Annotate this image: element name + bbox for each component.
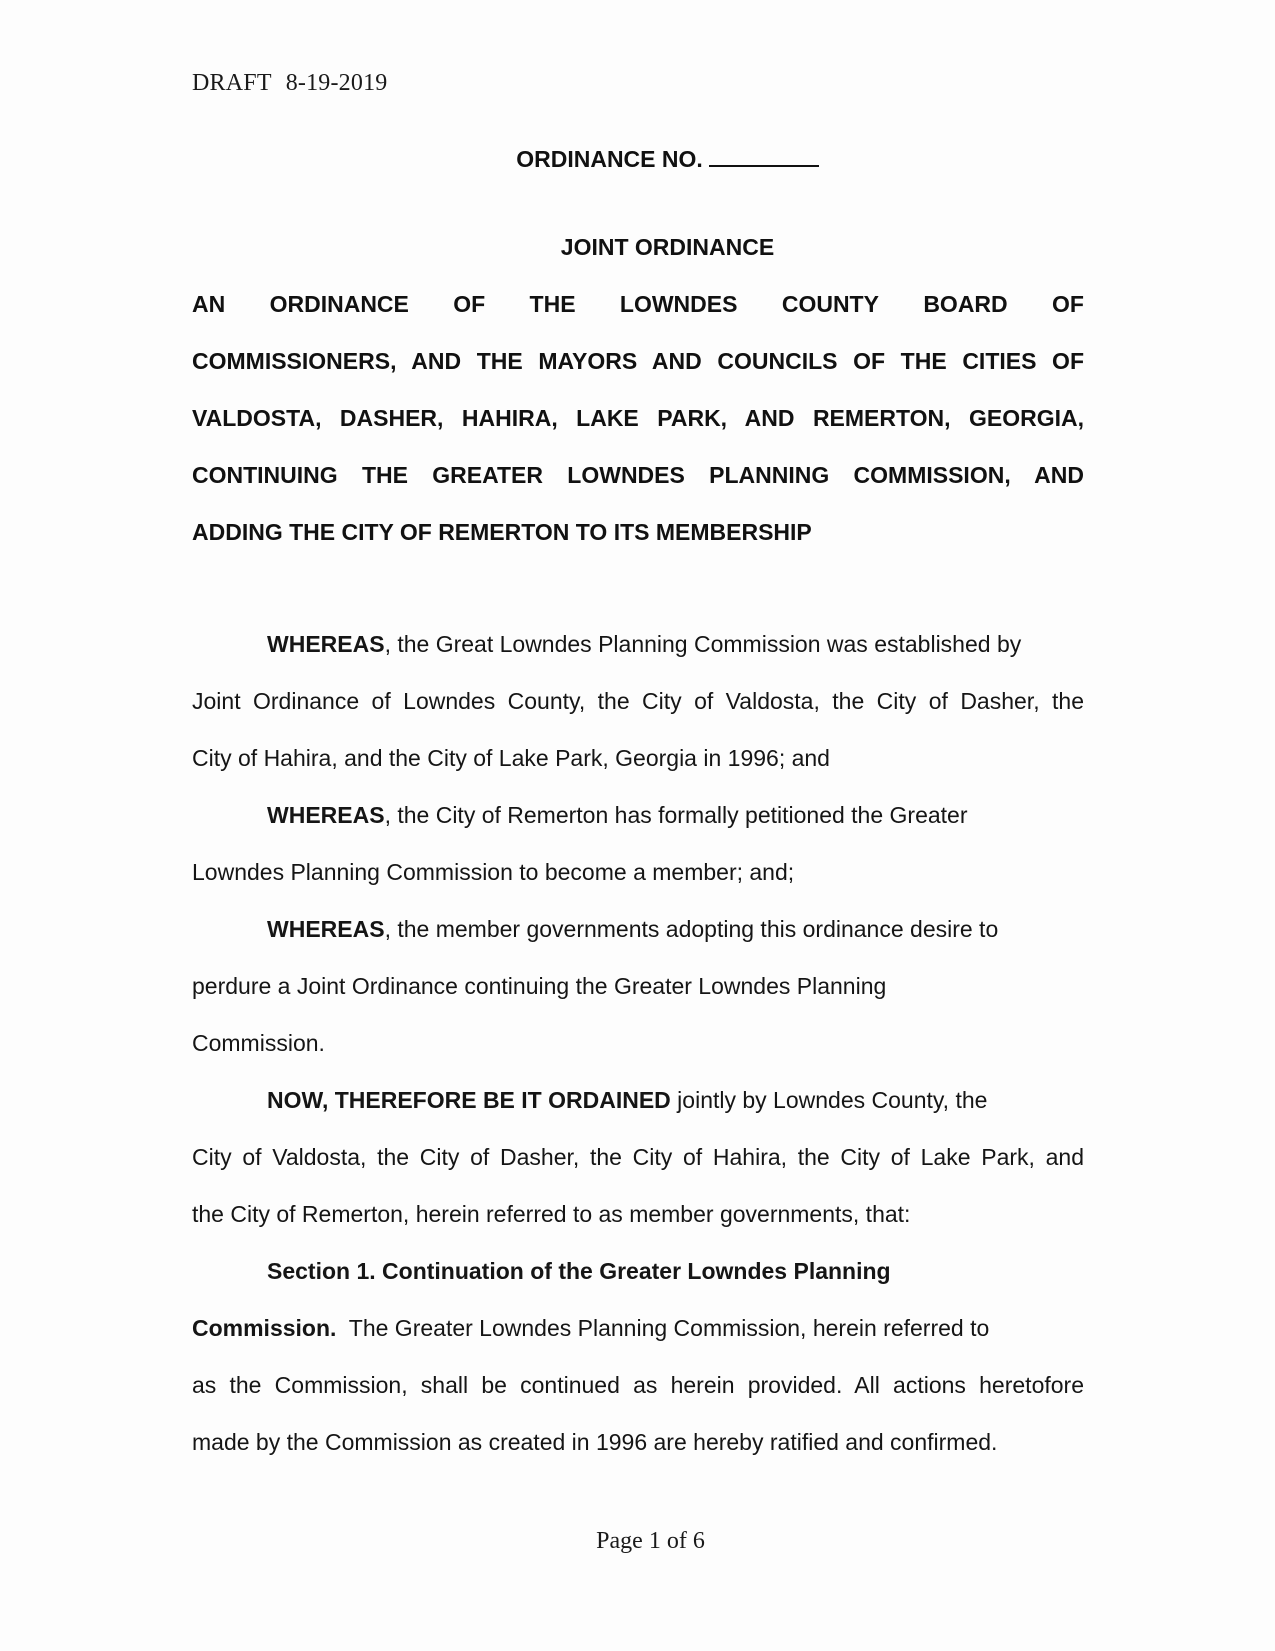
document-body: [192, 630, 1084, 1485]
whereas-3-line-3: Commission.: [192, 1030, 325, 1056]
section-1-heading: [192, 1257, 1084, 1314]
ordained-lead: NOW, THEREFORE BE IT ORDAINED: [267, 1087, 671, 1113]
whereas-2-line-1: [192, 801, 1084, 858]
title-word: ORDINANCE: [269, 291, 409, 317]
ordained-line-2: City of Valdosta, the City of Dasher, the City of Hahira, the City of Lake Park, and: [192, 1144, 1084, 1170]
section-heading: Section 1. Continuation of the Greater Lowndes Planning: [267, 1258, 891, 1284]
title-line-1: [192, 290, 1084, 347]
section-1-line-2: [192, 1314, 1084, 1371]
whereas-1-line-3: City of Hahira, and the City of Lake Park, Georgia in 1996; and: [192, 745, 830, 771]
draft-label: DRAFT: [192, 70, 272, 96]
title-word: OF: [453, 291, 486, 317]
body-text: , the member governments adopting this ordinance desire to: [384, 916, 999, 942]
title-word: THE: [529, 291, 576, 317]
title-word: LOWNDES: [619, 291, 738, 317]
joint-ordinance-subtitle: JOINT ORDINANCE: [560, 234, 775, 260]
whereas-1-line-2: Joint Ordinance of Lowndes County, the City of Valdosta, the City of Dasher, the: [192, 688, 1084, 714]
title-line-5: ADDING THE CITY OF REMERTON TO ITS MEMBERSHIP: [192, 519, 812, 545]
title-line-4: CONTINUING THE GREATER LOWNDES PLANNING COMMISSION, AND: [192, 462, 1084, 488]
draft-stamp: [192, 70, 387, 97]
ordinance-title: [192, 290, 1084, 575]
body-text: The Greater Lowndes Planning Commission, herein referred to: [336, 1315, 990, 1341]
whereas-lead: WHEREAS: [267, 631, 385, 657]
whereas-1-line-1: [192, 630, 1084, 687]
ordinance-number-heading: [0, 146, 1275, 173]
ordinance-number-label: ORDINANCE NO.: [516, 146, 703, 172]
body-text: , the Great Lowndes Planning Commission was established by: [384, 631, 1022, 657]
whereas-lead: WHEREAS: [267, 916, 385, 942]
body-text: jointly by Lowndes County, the: [670, 1087, 988, 1113]
section-heading-cont: Commission.: [192, 1315, 337, 1341]
title-word: COUNTY: [781, 291, 879, 317]
page-number: Page 1 of 6: [596, 1528, 705, 1554]
whereas-2-line-2: Lowndes Planning Commission to become a member; and;: [192, 859, 795, 885]
section-1-line-3: as the Commission, shall be continued as herein provided. All actions heretofore: [192, 1372, 1084, 1398]
section-1-line-4: made by the Commission as created in 1996 are hereby ratified and confirmed.: [192, 1429, 998, 1455]
title-word: AN: [192, 291, 226, 317]
ordained-line-3: the City of Remerton, herein referred to as member governments, that:: [192, 1201, 911, 1227]
title-word: BOARD: [923, 291, 1008, 317]
body-text: , the City of Remerton has formally petitioned the Greater: [384, 802, 968, 828]
whereas-3-line-1: [192, 915, 1084, 972]
whereas-3-line-2: perdure a Joint Ordinance continuing the Greater Lowndes Planning: [192, 973, 887, 999]
title-line-3: VALDOSTA, DASHER, HAHIRA, LAKE PARK, AND REMERTON, GEORGIA,: [192, 405, 1084, 431]
draft-date: 8-19-2019: [285, 70, 388, 96]
ordained-line-1: [192, 1086, 1084, 1143]
ordinance-number-blank: [709, 147, 819, 167]
whereas-lead: WHEREAS: [267, 802, 385, 828]
title-line-2: COMMISSIONERS, AND THE MAYORS AND COUNCILS OF THE CITIES OF: [192, 348, 1084, 374]
title-word: OF: [1052, 291, 1084, 317]
